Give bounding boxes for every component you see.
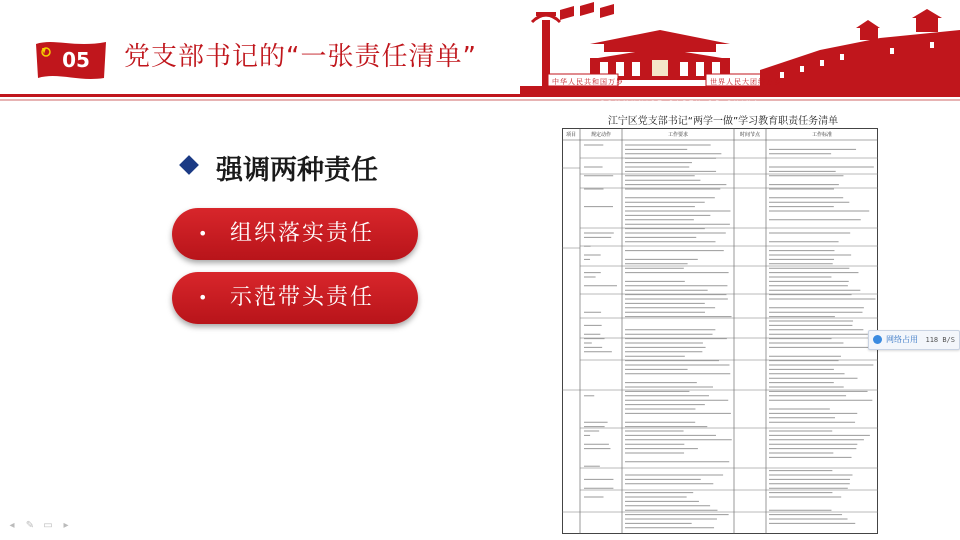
tiananmen-header-illustration xyxy=(520,0,960,104)
network-usage-value: 118 B/S xyxy=(925,336,955,344)
col-header: 工作要求 xyxy=(667,132,689,138)
next-slide-icon[interactable]: ▸ xyxy=(63,520,69,531)
col-header: 时间节点 xyxy=(739,132,761,138)
banner-left: 中华人民共和国万岁 xyxy=(552,78,624,86)
responsibility-label: 示范带头责任 xyxy=(230,285,375,310)
task-list-table xyxy=(562,128,878,534)
col-header: 规定动作 xyxy=(590,132,612,138)
section-heading: 强调两种责任 xyxy=(216,155,378,186)
previous-slide-icon[interactable]: ◂ xyxy=(9,520,15,531)
col-header: 项目 xyxy=(565,132,577,138)
page-title: 党支部书记的“一张责任清单” xyxy=(124,42,477,72)
network-usage-widget[interactable] xyxy=(868,330,960,350)
network-icon xyxy=(873,335,882,344)
responsibility-item xyxy=(172,272,418,324)
network-usage-label: 网络占用 xyxy=(886,335,918,344)
bullet-icon: • xyxy=(198,288,208,307)
col-header: 工作标准 xyxy=(811,132,833,138)
document-title: 江宁区党支部书记“两学一做”学习教育职责任务清单 xyxy=(607,116,839,127)
header-divider xyxy=(0,94,960,97)
banner-right: 世界人民大团结万岁 xyxy=(710,78,782,86)
header-divider-secondary xyxy=(0,99,960,101)
bullet-icon: • xyxy=(198,224,208,243)
pen-icon[interactable]: ✎ xyxy=(25,520,35,531)
section-number: 05 xyxy=(62,48,90,72)
responsibility-item xyxy=(172,208,418,260)
diamond-bullet-icon xyxy=(179,155,199,175)
menu-icon[interactable]: ▭ xyxy=(43,520,53,531)
responsibility-label: 组织落实责任 xyxy=(230,221,375,246)
